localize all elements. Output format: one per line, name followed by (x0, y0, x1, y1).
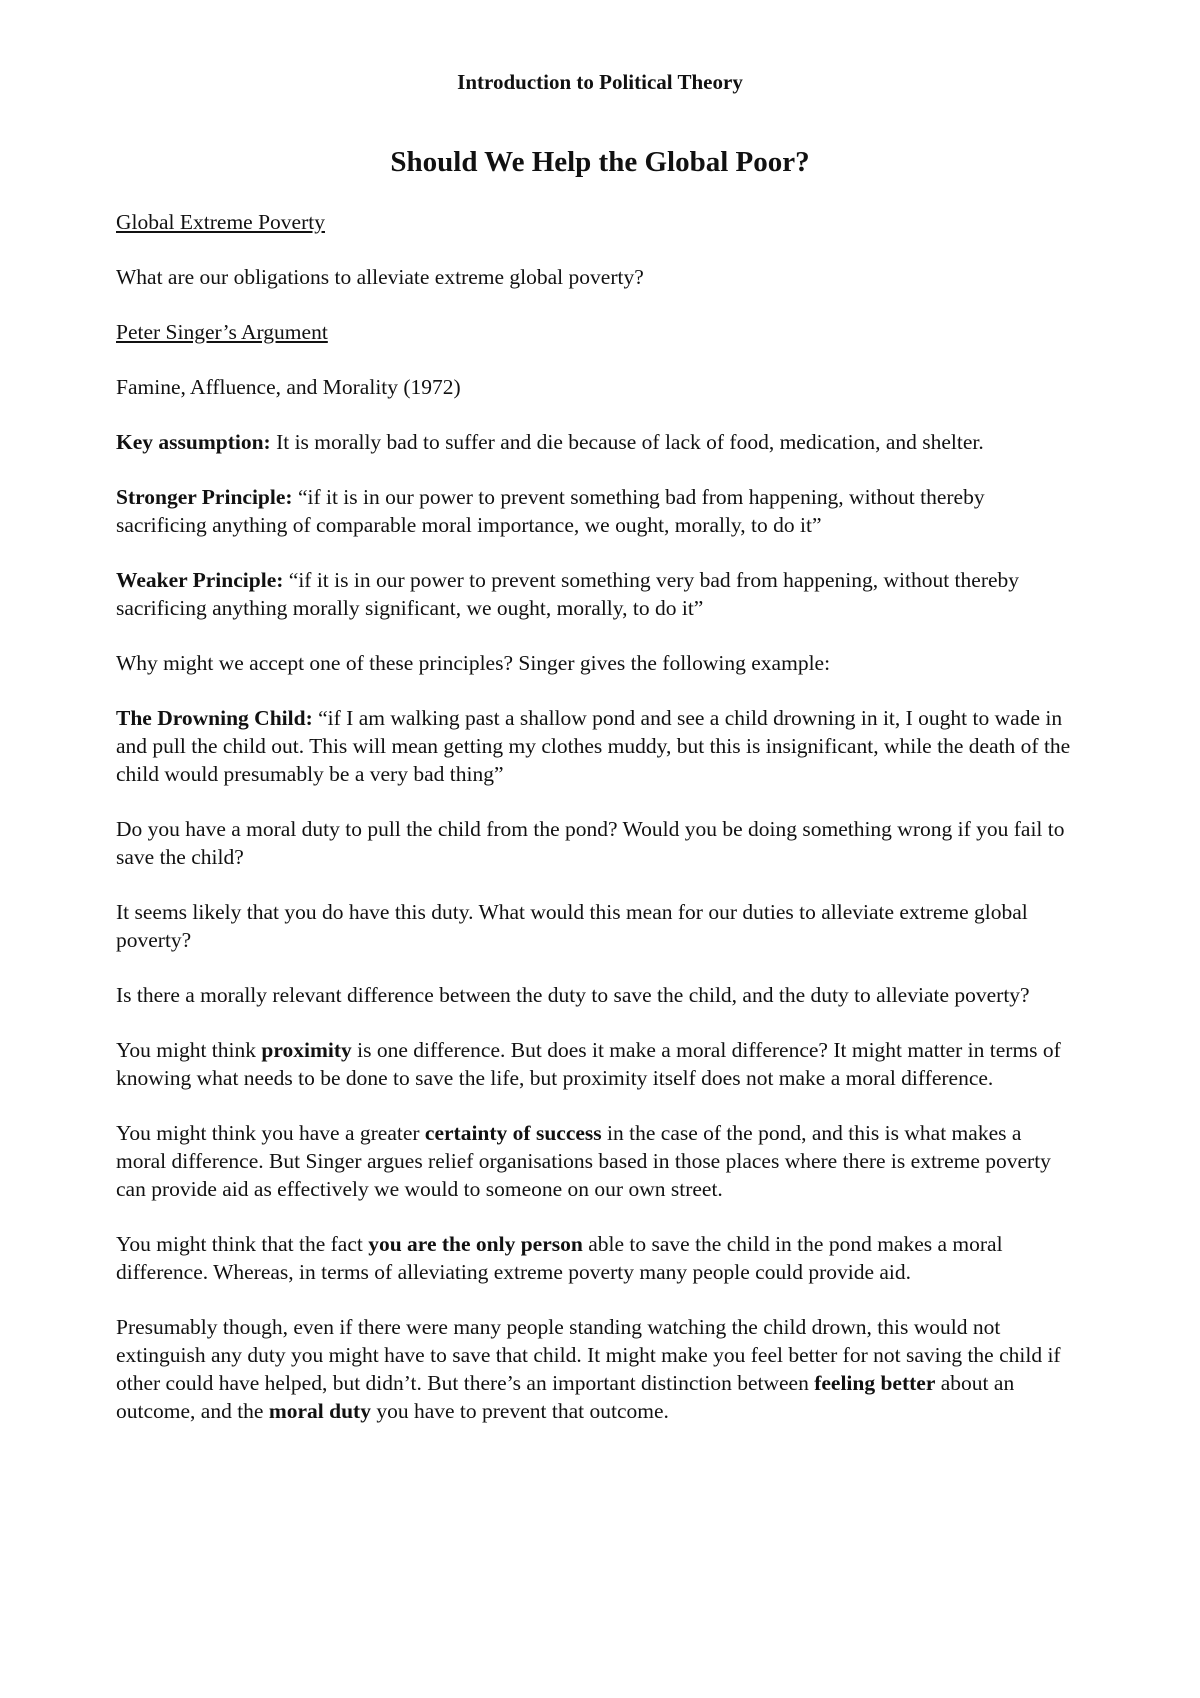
presumably-text-after: you have to prevent that outcome. (370, 1399, 669, 1423)
section-heading-singer (116, 318, 1076, 346)
proximity-text-before: You might think (116, 1038, 262, 1062)
paragraph-duty-question: Do you have a moral duty to pull the child from the pond? Would you be doing something wrong if you fail to save the child? (116, 817, 1065, 869)
only-person-text-before: You might think that the fact (116, 1232, 369, 1256)
weaker-principle-text: “if it is in our power to prevent something very bad from happening, without thereby sacrificing anything morally significant, we ought, morally, to do it” (116, 568, 1020, 620)
paragraph-seems-likely: It seems likely that you do have this duty. What would this mean for our duties to alleviate extreme global poverty? (116, 900, 1028, 952)
certainty-bold: certainty of success (424, 1121, 602, 1145)
section-heading-text: Peter Singer’s Argument (116, 320, 328, 344)
paragraph-certainty (116, 1119, 1076, 1203)
key-assumption-text: It is morally bad to suffer and die because of lack of food, medication, and shelter. (270, 430, 984, 454)
key-assumption-label: Key assumption: (116, 430, 271, 454)
paragraph-relevant-difference: Is there a morally relevant difference between the duty to save the child, and the duty to alleviate poverty? (116, 983, 1030, 1007)
only-person-text-after: able to save the child in the pond makes a moral difference. Whereas, in terms of alleviating extreme poverty many people could provide aid. (116, 1232, 1003, 1284)
paragraph-presumably (116, 1313, 1076, 1425)
paragraph-only-person (116, 1230, 1076, 1286)
stronger-principle-label: Stronger Principle: (116, 485, 293, 509)
course-title: Introduction to Political Theory (457, 70, 743, 94)
paragraph-proximity (116, 1036, 1076, 1092)
paragraph-why-accept: Why might we accept one of these principles? Singer gives the following example: (116, 651, 831, 675)
paragraph-weaker-principle (116, 566, 1076, 622)
proximity-bold: proximity (261, 1038, 352, 1062)
drowning-child-label: The Drowning Child: (116, 706, 313, 730)
moral-duty-bold: moral duty (268, 1399, 371, 1423)
document-title: Should We Help the Global Poor? (390, 146, 810, 178)
paragraph-source: Famine, Affluence, and Morality (1972) (116, 375, 461, 399)
section-heading-text: Global Extreme Poverty (116, 210, 325, 234)
paragraph-drowning-child (116, 704, 1076, 788)
document-body (116, 208, 1076, 1452)
paragraph-stronger-principle (116, 483, 1076, 539)
only-person-bold: you are the only person (368, 1232, 583, 1256)
feeling-better-bold: feeling better (814, 1371, 936, 1395)
weaker-principle-label: Weaker Principle: (116, 568, 284, 592)
paragraph-obligations-question: What are our obligations to alleviate extreme global poverty? (116, 265, 644, 289)
section-heading-global-poverty (116, 208, 1076, 236)
presumably-text-before: Presumably though, even if there were many people standing watching the child drown, this would not extinguish any duty you might have to save that child. It might make you feel better for not saving the child if other could have helped, but didn’t. But there’s an important distinction between (116, 1315, 1061, 1395)
paragraph-key-assumption (116, 428, 1076, 456)
drowning-child-text: “if I am walking past a shallow pond and see a child drowning in it, I ought to wade in and pull the child out. This will mean getting my clothes muddy, but this is insignificant, while the death of the child would presumably be a very bad thing” (116, 706, 1071, 786)
stronger-principle-text: “if it is in our power to prevent something bad from happening, without thereby sacrificing anything of comparable moral importance, we ought, morally, to do it” (116, 485, 985, 537)
certainty-text-before: You might think you have a greater (116, 1121, 425, 1145)
presumably-text-middle: about an outcome, and the (116, 1371, 1015, 1423)
certainty-text-after: in the case of the pond, and this is what makes a moral difference. But Singer argues relief organisations based in those places where there is extreme poverty can provide aid as effectively we would to someone on our own street. (116, 1121, 1051, 1201)
proximity-text-after: is one difference. But does it make a moral difference? It might matter in terms of knowing what needs to be done to save the life, but proximity itself does not make a moral difference. (116, 1038, 1061, 1090)
